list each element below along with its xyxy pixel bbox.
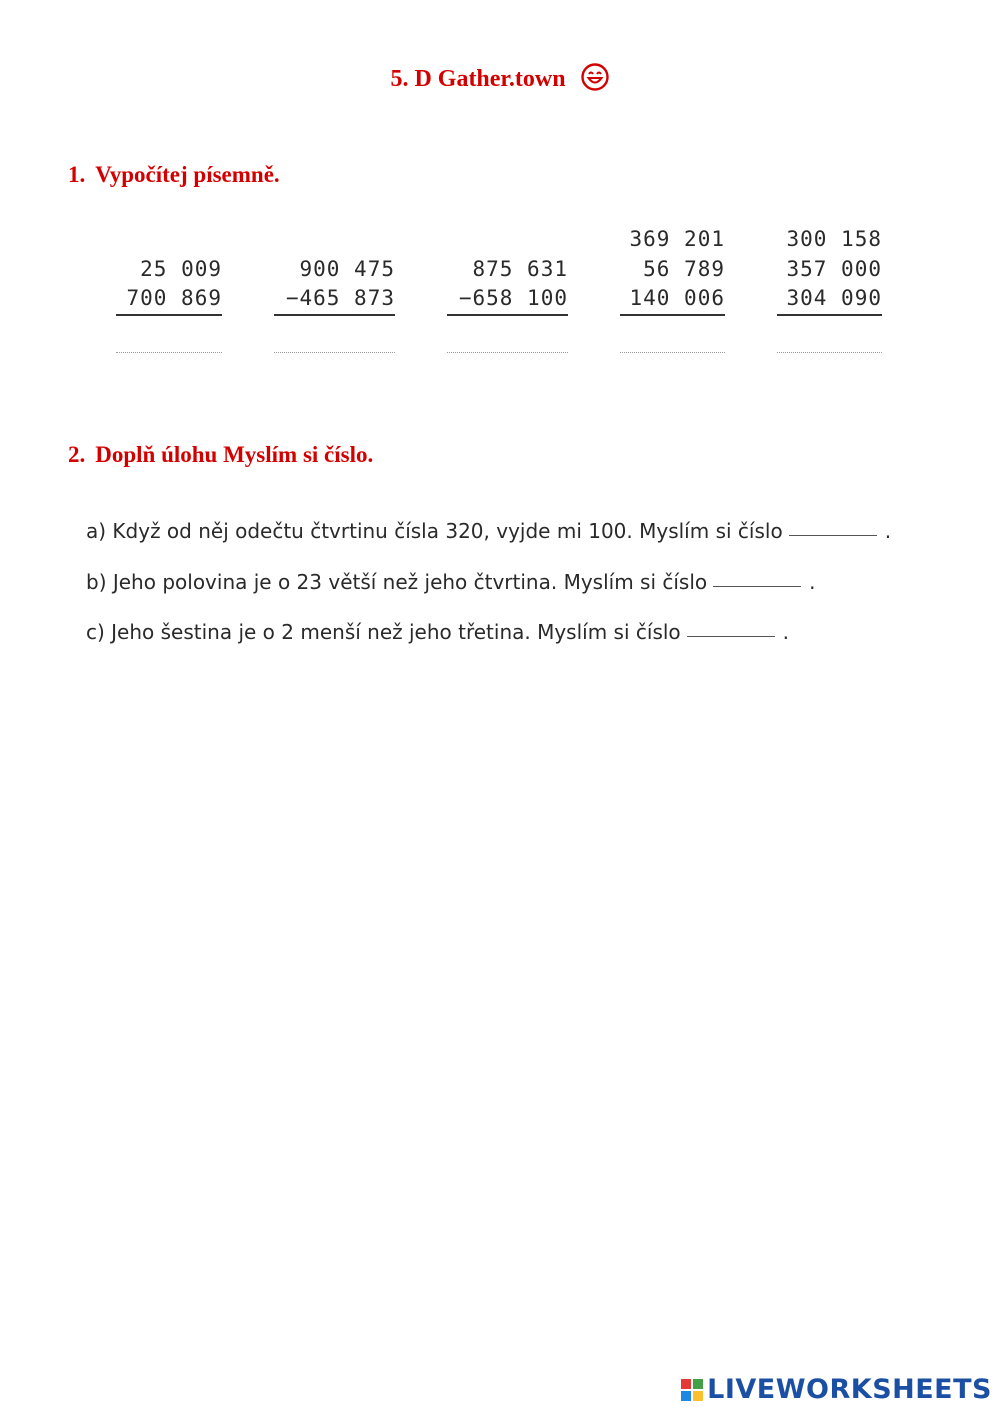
- arithmetic-problem: [274, 225, 395, 316]
- answer-input[interactable]: [116, 352, 222, 353]
- logo-square: [681, 1391, 691, 1401]
- page-title: [0, 62, 1000, 93]
- liveworksheets-logo: [681, 1374, 992, 1405]
- problem-row: 300 158: [786, 227, 882, 251]
- problem-row: −658 100: [447, 284, 568, 316]
- brand-name: LIVEWORKSHEETS: [707, 1374, 992, 1405]
- problem-row: 357 000: [786, 256, 882, 281]
- answer-blank[interactable]: [789, 534, 877, 536]
- problem-row: 56 789: [643, 256, 725, 281]
- logo-grid-icon: [681, 1379, 703, 1401]
- problem-row: [447, 225, 568, 255]
- task-item: [86, 620, 789, 644]
- answer-blank[interactable]: [713, 585, 801, 587]
- task-end: .: [884, 519, 892, 543]
- task-text: a) Když od něj odečtu čtvrtinu čísla 320, vyjde mi 100. Myslím si číslo: [86, 519, 783, 543]
- answer-input[interactable]: [447, 352, 568, 353]
- section2-heading-text: Doplň úlohu Myslím si číslo.: [95, 442, 374, 467]
- arithmetic-problem: [620, 225, 725, 316]
- arithmetic-problem: [116, 225, 222, 316]
- problem-row: 25 009: [140, 256, 222, 281]
- answer-blank[interactable]: [687, 635, 775, 637]
- answer-input[interactable]: [777, 352, 882, 353]
- arithmetic-problem: [777, 225, 882, 316]
- section1-heading-text: Vypočítej písemně.: [95, 162, 280, 187]
- section1-heading: [68, 162, 280, 188]
- page-title-text: 5. D Gather.town: [390, 66, 566, 92]
- problem-row: 900 475: [299, 256, 395, 281]
- problem-row: 875 631: [472, 256, 568, 281]
- task-text: c) Jeho šestina je o 2 menší než jeho třetina. Myslím si číslo: [86, 620, 681, 644]
- logo-square: [681, 1379, 691, 1389]
- logo-square: [693, 1391, 703, 1401]
- answer-input[interactable]: [274, 352, 395, 353]
- task-item: [86, 519, 891, 543]
- smiley-icon: [580, 62, 610, 92]
- problem-row: 369 201: [629, 227, 725, 251]
- problem-row: 140 006: [620, 284, 725, 316]
- task-text: b) Jeho polovina je o 23 větší než jeho čtvrtina. Myslím si číslo: [86, 570, 708, 594]
- problem-row: [274, 225, 395, 255]
- arithmetic-problem: [447, 225, 568, 316]
- problem-row: 700 869: [116, 284, 222, 316]
- task-end: .: [782, 620, 790, 644]
- logo-square: [693, 1379, 703, 1389]
- problem-row: −465 873: [274, 284, 395, 316]
- problem-row: 304 090: [777, 284, 882, 316]
- section1-number: 1.: [68, 162, 86, 187]
- answer-input[interactable]: [620, 352, 725, 353]
- section2-heading: [68, 442, 373, 468]
- problem-row: [116, 225, 222, 255]
- task-end: .: [809, 570, 816, 594]
- section2-number: 2.: [68, 442, 86, 467]
- task-item: [86, 570, 816, 594]
